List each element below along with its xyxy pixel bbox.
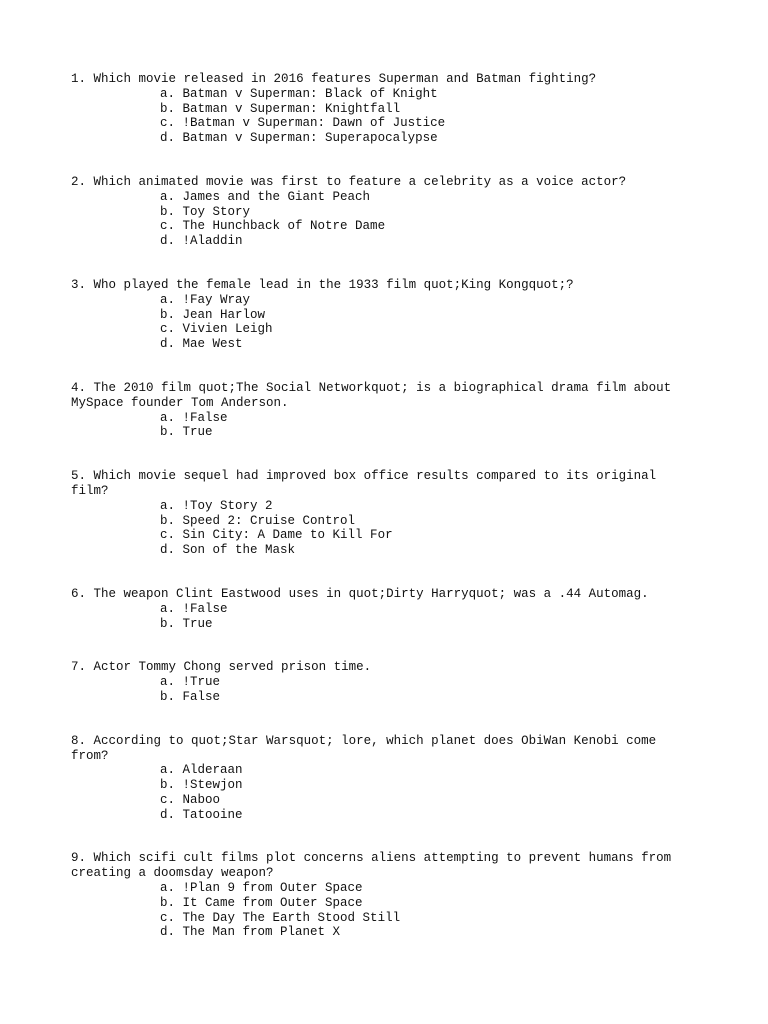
option-letter: b. xyxy=(160,778,176,793)
quiz-question xyxy=(71,381,691,440)
option-text: False xyxy=(182,689,221,704)
question-text xyxy=(71,381,691,411)
question-text xyxy=(71,72,691,87)
answer-options xyxy=(71,881,691,940)
option-text: True xyxy=(182,616,213,631)
option-text: Batman v Superman: Superapocalypse xyxy=(182,131,438,146)
question-text xyxy=(71,660,691,675)
option-letter: a. xyxy=(160,292,176,307)
answer-option xyxy=(71,793,691,808)
option-text: !Fay Wray xyxy=(182,292,251,307)
question-prompt: The weapon Clint Eastwood uses in quot;Dirty Harryquot; was a .44 Automag. xyxy=(93,586,649,601)
question-text xyxy=(71,587,691,602)
option-text: The Day The Earth Stood Still xyxy=(182,910,401,925)
answer-options xyxy=(71,675,691,705)
answer-option xyxy=(71,690,691,705)
answer-option xyxy=(71,543,691,558)
option-text: The Hunchback of Notre Dame xyxy=(182,219,386,234)
answer-option xyxy=(71,116,691,131)
answer-option xyxy=(71,337,691,352)
question-number: 3. xyxy=(71,277,87,292)
option-text: !Plan 9 from Outer Space xyxy=(182,881,363,896)
question-prompt: Which scifi cult films plot concerns aliens attempting to prevent humans from creating a doomsday weapon? xyxy=(71,851,679,881)
option-text: Speed 2: Cruise Control xyxy=(182,513,356,528)
option-letter: c. xyxy=(160,528,176,543)
question-text xyxy=(71,734,691,764)
question-text xyxy=(71,469,691,499)
option-letter: b. xyxy=(160,425,176,440)
answer-options xyxy=(71,411,691,441)
answer-option xyxy=(71,617,691,632)
answer-option xyxy=(71,499,691,514)
answer-option xyxy=(71,602,691,617)
option-letter: c. xyxy=(160,116,176,131)
answer-options xyxy=(71,190,691,249)
option-text: James and the Giant Peach xyxy=(182,189,371,204)
option-text: !Toy Story 2 xyxy=(182,498,273,513)
question-number: 5. xyxy=(71,469,87,484)
option-text: Alderaan xyxy=(182,763,243,778)
quiz-question xyxy=(71,278,691,352)
answer-option xyxy=(71,911,691,926)
answer-option xyxy=(71,514,691,529)
option-text: !Aladdin xyxy=(182,234,243,249)
option-text: !True xyxy=(182,675,221,690)
option-letter: a. xyxy=(160,410,176,425)
answer-option xyxy=(71,131,691,146)
option-letter: a. xyxy=(160,189,176,204)
option-letter: d. xyxy=(160,925,176,940)
option-text: Jean Harlow xyxy=(182,307,266,322)
question-number: 8. xyxy=(71,733,87,748)
option-letter: a. xyxy=(160,763,176,778)
option-text: Batman v Superman: Knightfall xyxy=(182,101,401,116)
question-prompt: The 2010 film quot;The Social Networkquot; is a biographical drama film about MySpace founder Tom Anderson. xyxy=(71,380,679,410)
question-prompt: Which animated movie was first to feature a celebrity as a voice actor? xyxy=(93,174,627,189)
option-letter: b. xyxy=(160,204,176,219)
question-number: 2. xyxy=(71,174,87,189)
answer-options xyxy=(71,763,691,822)
question-prompt: According to quot;Star Warsquot; lore, which planet does ObiWan Kenobi come from? xyxy=(71,733,664,763)
option-text: !Stewjon xyxy=(182,778,243,793)
option-letter: b. xyxy=(160,513,176,528)
question-text xyxy=(71,175,691,190)
question-prompt: Which movie sequel had improved box office results compared to its original film? xyxy=(71,469,664,498)
answer-option xyxy=(71,190,691,205)
option-letter: c. xyxy=(160,910,176,925)
option-letter: b. xyxy=(160,895,176,910)
option-text: It Came from Outer Space xyxy=(182,895,363,910)
option-letter: c. xyxy=(160,219,176,234)
option-letter: a. xyxy=(160,881,176,896)
option-text: Toy Story xyxy=(182,204,251,219)
question-text xyxy=(71,851,691,881)
option-text: Naboo xyxy=(182,792,221,807)
answer-option xyxy=(71,675,691,690)
answer-option xyxy=(71,234,691,249)
option-text: !False xyxy=(182,601,228,616)
answer-option xyxy=(71,219,691,234)
option-text: Tatooine xyxy=(182,807,243,822)
quiz-question xyxy=(71,72,691,146)
answer-option xyxy=(71,881,691,896)
answer-option xyxy=(71,293,691,308)
option-letter: d. xyxy=(160,337,176,352)
answer-option xyxy=(71,778,691,793)
answer-option xyxy=(71,322,691,337)
answer-option xyxy=(71,925,691,940)
option-text: The Man from Planet X xyxy=(182,925,341,940)
option-letter: a. xyxy=(160,86,176,101)
quiz-question xyxy=(71,587,691,631)
quiz-question xyxy=(71,175,691,249)
answer-option xyxy=(71,411,691,426)
answer-option xyxy=(71,87,691,102)
option-letter: d. xyxy=(160,543,176,558)
option-text: True xyxy=(182,425,213,440)
answer-option xyxy=(71,308,691,323)
quiz-question-list xyxy=(71,72,691,969)
option-text: Son of the Mask xyxy=(182,543,296,558)
answer-option xyxy=(71,102,691,117)
question-text xyxy=(71,278,691,293)
question-prompt: Actor Tommy Chong served prison time. xyxy=(93,660,372,675)
option-letter: c. xyxy=(160,792,176,807)
question-prompt: Who played the female lead in the 1933 film quot;King Kongquot;? xyxy=(93,277,574,292)
answer-option xyxy=(71,425,691,440)
option-text: Batman v Superman: Black of Knight xyxy=(182,86,438,101)
option-letter: b. xyxy=(160,616,176,631)
option-letter: d. xyxy=(160,807,176,822)
answer-option xyxy=(71,896,691,911)
option-letter: d. xyxy=(160,131,176,146)
answer-option xyxy=(71,808,691,823)
answer-option xyxy=(71,528,691,543)
question-number: 7. xyxy=(71,660,87,675)
option-text: Vivien Leigh xyxy=(182,322,273,337)
question-number: 9. xyxy=(71,851,87,866)
answer-options xyxy=(71,293,691,352)
option-letter: b. xyxy=(160,307,176,322)
answer-options xyxy=(71,499,691,558)
option-letter: a. xyxy=(160,498,176,513)
question-number: 1. xyxy=(71,72,87,86)
question-number: 6. xyxy=(71,586,87,601)
option-letter: d. xyxy=(160,234,176,249)
option-text: !Batman v Superman: Dawn of Justice xyxy=(182,116,446,131)
quiz-question xyxy=(71,660,691,704)
question-number: 4. xyxy=(71,380,87,395)
quiz-question xyxy=(71,469,691,558)
question-prompt: Which movie released in 2016 features Superman and Batman fighting? xyxy=(93,72,597,86)
quiz-question xyxy=(71,734,691,823)
option-text: Sin City: A Dame to Kill For xyxy=(182,528,393,543)
option-letter: a. xyxy=(160,601,176,616)
option-text: !False xyxy=(182,410,228,425)
option-letter: b. xyxy=(160,101,176,116)
answer-options xyxy=(71,87,691,146)
answer-option xyxy=(71,205,691,220)
answer-options xyxy=(71,602,691,632)
option-letter: c. xyxy=(160,322,176,337)
answer-option xyxy=(71,763,691,778)
quiz-question xyxy=(71,851,691,940)
option-letter: b. xyxy=(160,689,176,704)
option-letter: a. xyxy=(160,675,176,690)
option-text: Mae West xyxy=(182,337,243,352)
